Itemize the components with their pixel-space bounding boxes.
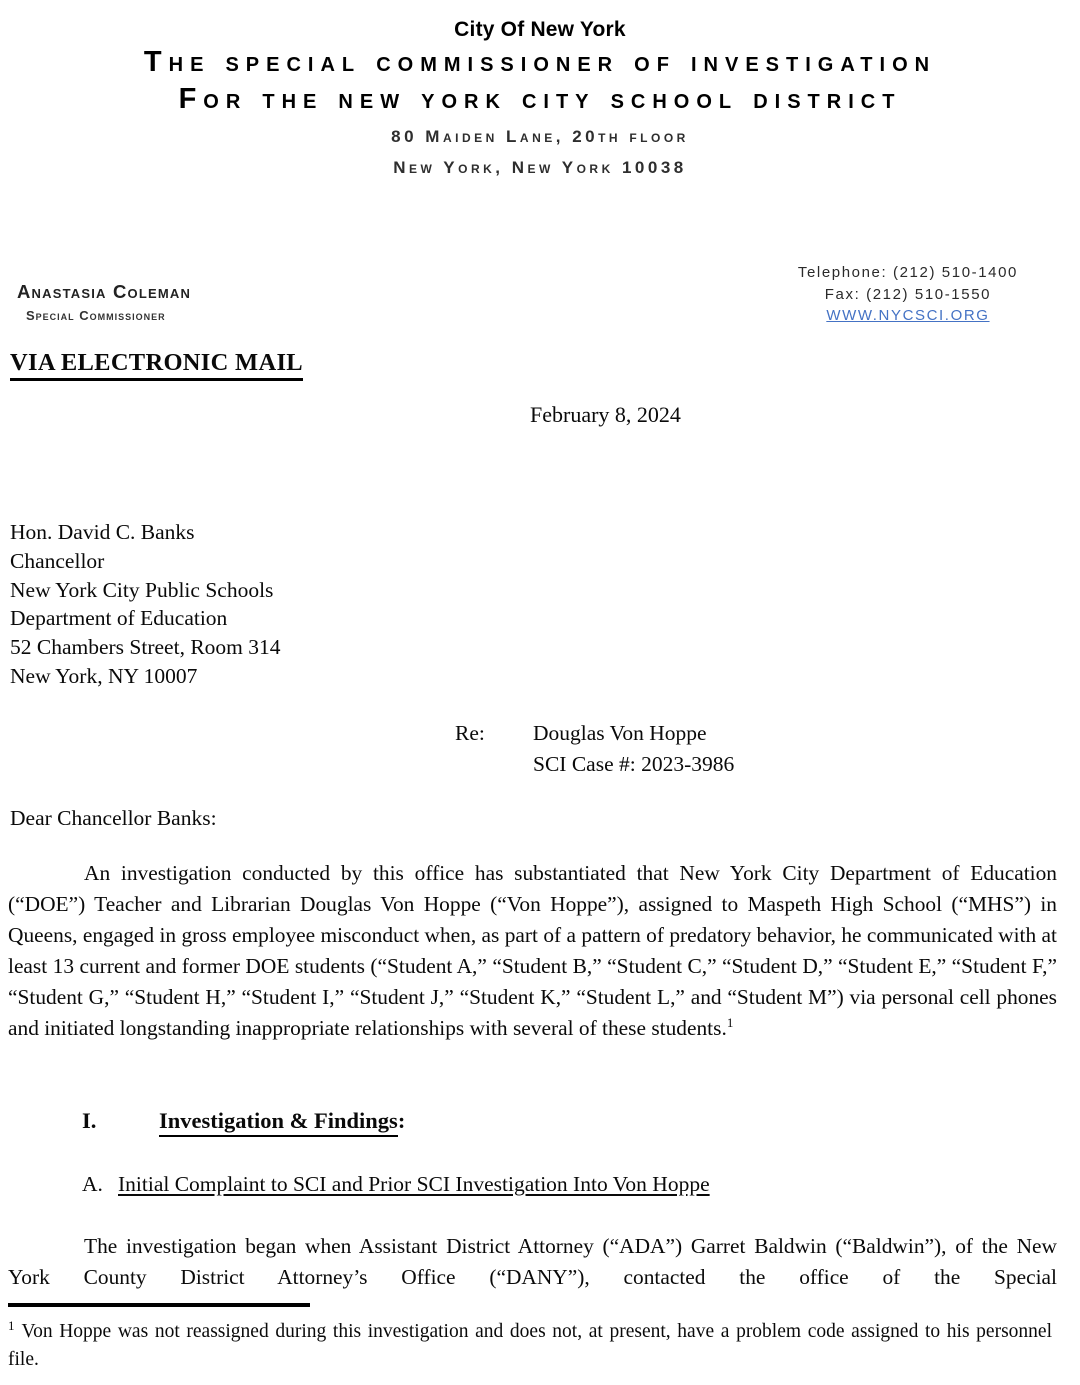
recipient-line: New York, NY 10007 [10, 663, 198, 688]
commissioner-block [17, 281, 191, 323]
recipient-line: Hon. David C. Banks [10, 520, 195, 544]
recipient-line: Chancellor [10, 548, 105, 573]
commissioner-name: Anastasia Coleman [17, 281, 192, 302]
recipient-line: New York City Public Schools [10, 577, 274, 602]
delivery-method-label: VIA ELECTRONIC MAIL [10, 349, 303, 381]
section-number: I. [82, 1108, 97, 1133]
body-paragraph-2 [8, 1231, 1057, 1293]
commissioner-title: Special Commissioner [26, 308, 166, 323]
fax-line: Fax: (212) 510-1550 [824, 285, 992, 303]
letterhead-org-line2: For the new york city school district [178, 83, 902, 115]
letterhead-city-zip: New York, New York 10038 [393, 158, 687, 177]
footnote-separator [8, 1303, 310, 1307]
salutation: Dear Chancellor Banks: [10, 806, 217, 830]
footnote-number: 1 [8, 1317, 15, 1333]
re-subject: Douglas Von Hoppe [533, 721, 707, 745]
footnote-reference: 1 [726, 1014, 734, 1030]
website-link[interactable]: WWW.NYCSCI.ORG [826, 307, 990, 324]
letterhead-city: City Of New York [454, 18, 626, 41]
paragraph-1-text: An investigation conducted by this office has substantiated that New York City Department of Education (“DOE”) Teacher and Librarian Douglas Von Hoppe (“Von Hoppe”), assigned to Maspeth High School (“MHS”) in Queens, engaged in gross employee misconduct when, as part of a pattern of predatory behavior, he communicated with at least 13 current and former DOE students (“Student A,” “Student B,” “Student C,” “Student D,” “Student E,” “Student F,” “Student G,” “Student H,” “Student I,” “Student J,” “Student K,” “Student L,” and “Student M”) via personal cell phones and initiated longstanding inappropriate relationships with several of these students. [8, 861, 1057, 1040]
telephone-line: Telephone: (212) 510-1400 [797, 264, 1018, 281]
recipient-address-block [10, 518, 281, 691]
letterhead-street-address: 80 Maiden Lane, 20th floor [391, 127, 689, 146]
body-paragraph-1 [8, 858, 1057, 1044]
subsection-title: Initial Complaint to SCI and Prior SCI Investigation Into Von Hoppe [118, 1172, 710, 1196]
paragraph-2-text: The investigation began when Assistant District Attorney (“ADA”) Garret Baldwin (“Baldwin”), of the New York County District Attorney’s Office (“DANY”), contacted the office of the Special [8, 1234, 1057, 1289]
re-block [455, 718, 734, 779]
letterhead [0, 18, 1080, 178]
re-label: Re: [455, 721, 485, 745]
re-case-number: SCI Case #: 2023-3986 [533, 751, 735, 776]
section-title: Investigation & Findings [159, 1108, 398, 1137]
contact-block [798, 262, 1018, 327]
letter-date: February 8, 2024 [530, 402, 681, 427]
letterhead-org-line1: The special commissioner of investigation [143, 46, 937, 78]
section-title-colon: : [397, 1108, 406, 1133]
recipient-line: 52 Chambers Street, Room 314 [10, 635, 281, 660]
recipient-line: Department of Education [10, 606, 228, 631]
subsection-letter: A. [82, 1172, 103, 1196]
footnote [8, 1318, 1052, 1374]
section-heading-1 [82, 1108, 405, 1137]
footnote-text: Von Hoppe was not reassigned during this investigation and does not, at present, have a problem code assigned to his personnel file. [8, 1321, 1052, 1370]
subsection-heading-a [82, 1172, 710, 1197]
